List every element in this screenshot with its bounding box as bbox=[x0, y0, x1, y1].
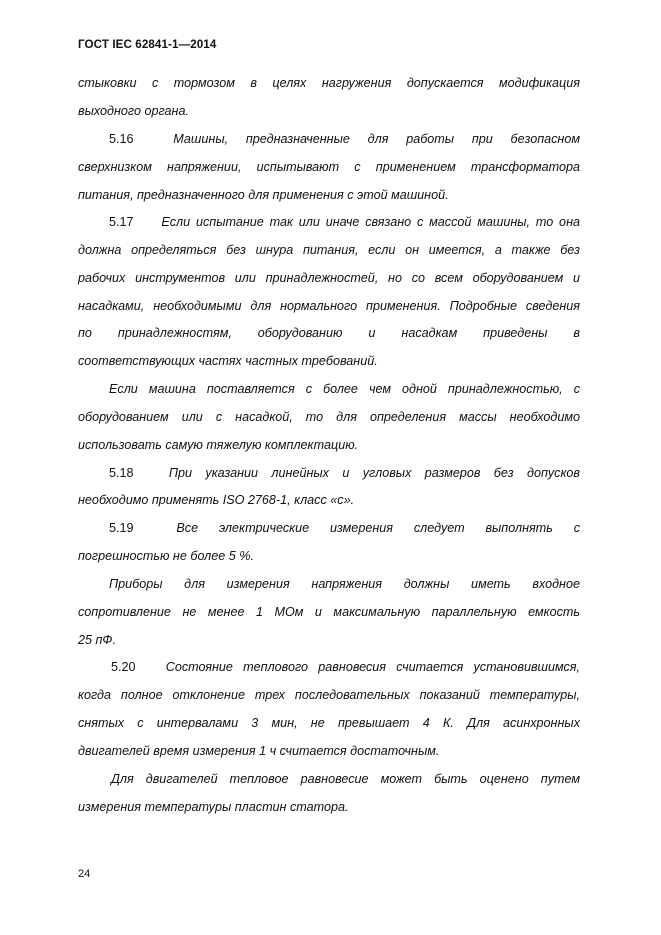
text-line: Приборы для измерения напряжения должны иметь входное bbox=[109, 577, 580, 591]
clause-5-18-first-line bbox=[109, 465, 580, 481]
clause-number: 5.16 bbox=[109, 132, 134, 146]
text-line: измерения температуры пластин статора. bbox=[78, 800, 349, 814]
text-line: рабочих инструментов или принадлежностей, но со всем оборудованием и bbox=[78, 271, 580, 285]
clause-number: 5.17 bbox=[109, 215, 134, 229]
text-line: должна определяться без шнура питания, если он имеется, а также без bbox=[78, 243, 580, 257]
clause-text: При указании линейных и угловых размеров без допусков bbox=[168, 466, 580, 480]
text-line: двигателей время измерения 1 ч считается достаточным. bbox=[78, 744, 440, 758]
clause-text: Если испытание так или иначе связано с массой машины, то она bbox=[161, 215, 580, 229]
text-line: сопротивление не менее 1 МОм и максимальную параллельную емкость bbox=[78, 605, 580, 619]
text-line: использовать самую тяжелую комплектацию. bbox=[78, 438, 359, 452]
text-line: погрешностью не более 5 %. bbox=[78, 549, 254, 563]
clause-number: 5.18 bbox=[109, 466, 134, 480]
text-line: Для двигателей тепловое равновесие может быть оценено путем bbox=[111, 772, 580, 786]
clause-5-17-first-line bbox=[109, 214, 580, 230]
document-header: ГОСТ IEC 62841-1—2014 bbox=[78, 38, 217, 51]
clause-5-20-first-line bbox=[111, 659, 580, 675]
text-line: по принадлежностям, оборудованию и насадкам приведены в bbox=[78, 326, 580, 340]
text-line: насадками, необходимыми для нормального применения. Подробные сведения bbox=[78, 299, 580, 313]
page-number: 24 bbox=[78, 868, 91, 880]
text-line: сверхнизком напряжении, испытывают с применением трансформатора bbox=[78, 160, 580, 174]
text-line: необходимо применять ISO 2768-1, класс «с». bbox=[78, 493, 355, 507]
text-line: оборудованием или с насадкой, то для определения массы необходимо bbox=[78, 410, 580, 424]
clause-text: Все электрические измерения следует выполнять с bbox=[176, 521, 581, 535]
text-line: стыковки с тормозом в целях нагружения допускается модификация bbox=[78, 76, 580, 90]
text-line: 25 пФ. bbox=[78, 633, 116, 647]
text-line: питания, предназначенного для применения с этой машиной. bbox=[78, 188, 449, 202]
text-line: когда полное отклонение трех последовательных показаний температуры, bbox=[78, 688, 580, 702]
clause-number: 5.19 bbox=[109, 521, 134, 535]
clause-5-16-first-line bbox=[109, 131, 580, 147]
clause-5-19-first-line bbox=[109, 520, 580, 536]
clause-text: Состояние теплового равновесия считается установившимся, bbox=[165, 660, 580, 674]
text-line: Если машина поставляется с более чем одной принадлежностью, с bbox=[109, 382, 580, 396]
clause-text: Машины, предназначенные для работы при безопасном bbox=[173, 132, 580, 146]
text-line: соответствующих частях частных требований. bbox=[78, 354, 378, 368]
clause-number: 5.20 bbox=[111, 660, 136, 674]
text-line: снятых с интервалами 3 мин, не превышает 4 К. Для асинхронных bbox=[78, 716, 580, 730]
text-line: выходного органа. bbox=[78, 104, 189, 118]
